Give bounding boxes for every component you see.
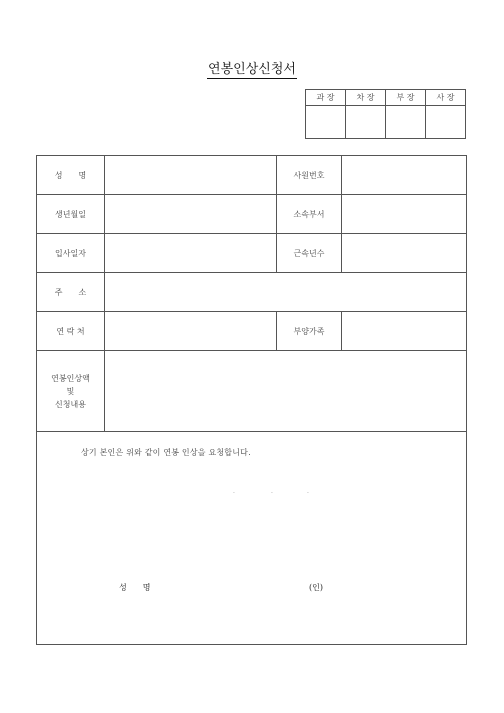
name-field[interactable]: [105, 156, 277, 195]
employee-no-field[interactable]: [342, 156, 467, 195]
request-label-line: 신청내용: [55, 399, 86, 409]
approval-sign-manager[interactable]: [306, 106, 346, 139]
request-label-line: 및: [66, 386, 75, 396]
address-label: 주 소: [37, 273, 105, 312]
department-label: 소속부서: [277, 195, 342, 234]
date-dot: .: [271, 488, 273, 495]
approval-header-manager: 과 장: [306, 90, 346, 106]
stamp-label[interactable]: (인): [309, 583, 323, 592]
document-title: [0, 58, 504, 79]
request-label: [37, 351, 105, 432]
request-field[interactable]: [105, 351, 467, 432]
address-field[interactable]: [105, 273, 467, 312]
employee-no-label: 사원번호: [277, 156, 342, 195]
application-form: [36, 155, 467, 645]
birth-field[interactable]: [105, 195, 277, 234]
join-date-label: 입사일자: [37, 234, 105, 273]
declaration-statement: 상기 본인은 위와 같이 연봉 인상을 요청합니다.: [81, 448, 251, 457]
name-label: 성 명: [37, 156, 105, 195]
approval-sign-president[interactable]: [426, 106, 466, 139]
years-label: 근속년수: [277, 234, 342, 273]
contact-field[interactable]: [105, 312, 277, 351]
declaration-section: [37, 432, 467, 645]
dependents-field[interactable]: [342, 312, 467, 351]
date-dot: .: [307, 488, 309, 495]
approval-header-president: 사 장: [426, 90, 466, 106]
approval-sign-director[interactable]: [386, 106, 426, 139]
department-field[interactable]: [342, 195, 467, 234]
title-text: 연봉인상신청서: [207, 58, 297, 79]
request-label-line: 연봉인상액: [51, 373, 90, 383]
approval-sign-deputy[interactable]: [346, 106, 386, 139]
contact-label: 연 락 처: [37, 312, 105, 351]
join-date-field[interactable]: [105, 234, 277, 273]
years-field[interactable]: [342, 234, 467, 273]
dependents-label: 부양가족: [277, 312, 342, 351]
date-dot: .: [233, 488, 235, 495]
approval-table: [305, 89, 466, 139]
signature-label: 성 명: [119, 583, 151, 592]
birth-label: 생년월일: [37, 195, 105, 234]
approval-header-deputy: 차 장: [346, 90, 386, 106]
approval-header-director: 부 장: [386, 90, 426, 106]
